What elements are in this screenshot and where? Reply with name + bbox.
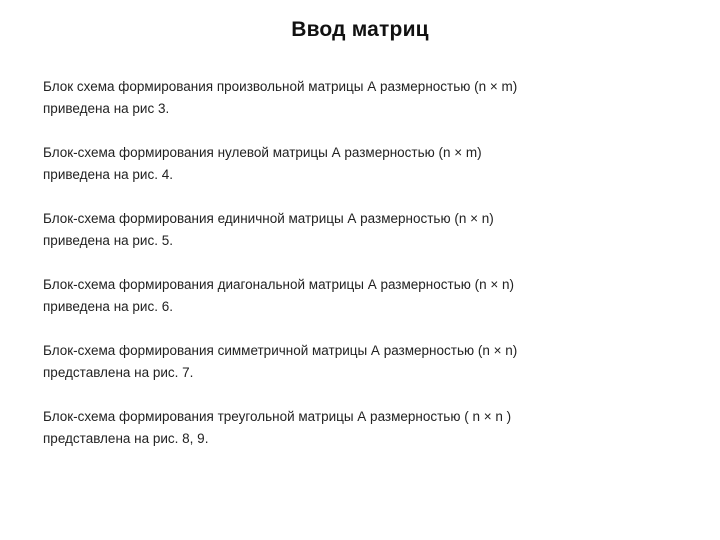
paragraph-line: приведена на рис. 6.: [43, 299, 173, 314]
paragraph-line: приведена на рис. 4.: [43, 167, 173, 182]
paragraph-diagonal-matrix: [43, 274, 663, 318]
paragraph-line: Блок-схема формирования треугольной матрицы А размерностью ( n × n ): [43, 409, 512, 424]
paragraph-line: Блок-схема формирования единичной матрицы А размерностью (n × n): [43, 211, 494, 226]
paragraph-triangular-matrix: [43, 406, 663, 450]
paragraph-symmetric-matrix: [43, 340, 663, 384]
slide-body: [43, 76, 663, 472]
paragraph-line: Блок схема формирования произвольной матрицы А размерностью (n × m): [43, 79, 518, 94]
paragraph-line: Блок-схема формирования симметричной матрицы А размерностью (n × n): [43, 343, 518, 358]
paragraph-line: приведена на рис 3.: [43, 101, 170, 116]
paragraph-identity-matrix: [43, 208, 663, 252]
paragraph-line: Блок-схема формирования диагональной матрицы А размерностью (n × n): [43, 277, 514, 292]
paragraph-arbitrary-matrix: [43, 76, 663, 120]
paragraph-line: Блок-схема формирования нулевой матрицы А размерностью (n × m): [43, 145, 482, 160]
paragraph-line: представлена на рис. 7.: [43, 365, 194, 380]
paragraph-zero-matrix: [43, 142, 663, 186]
paragraph-line: приведена на рис. 5.: [43, 233, 173, 248]
slide-title: Ввод матриц: [291, 18, 429, 41]
paragraph-line: представлена на рис. 8, 9.: [43, 431, 209, 446]
